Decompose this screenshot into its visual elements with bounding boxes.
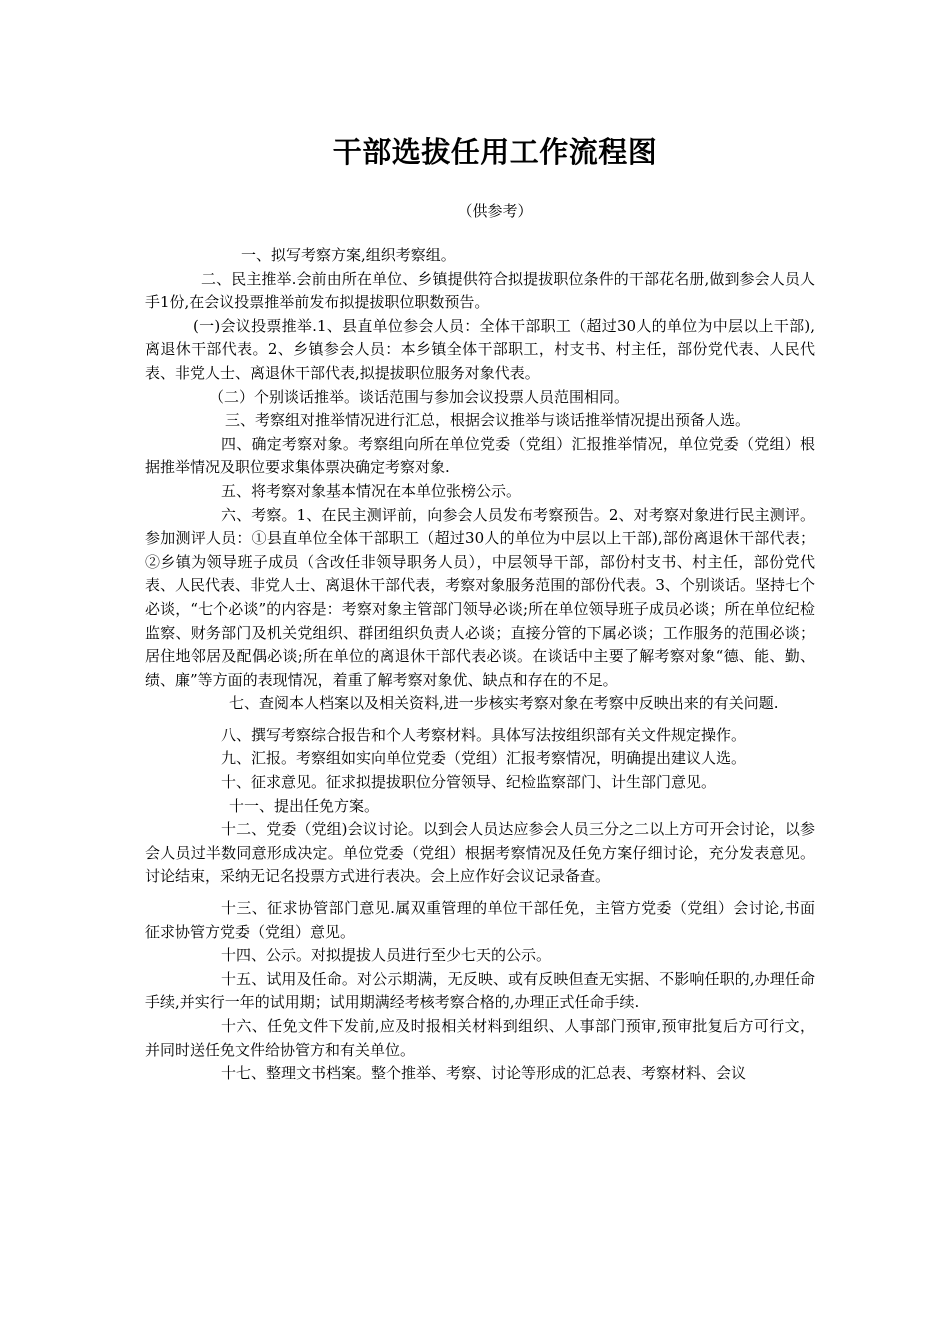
paragraph-9: 七、查阅本人档案以及相关资料,进一步核实考察对象在考察中反映出来的有关问题.	[229, 694, 779, 713]
paragraph-6: 四、确定考察对象。考察组向所在单位党委（党组）汇报推举情况，单位党委（党组）根据推举情况及职位要求集体票决确定考察对象.	[145, 434, 815, 477]
paragraph-10: 八、撰写考察综合报告和个人考察材料。具体写法按组织部有关文件规定操作。	[221, 725, 747, 744]
paragraph-11: 九、汇报。考察组如实向单位党委（党组）汇报考察情况，明确提出建议人选。	[221, 749, 747, 768]
document-body	[145, 244, 815, 1086]
paragraph-16: 十四、公示。对拟提拔人员进行至少七天的公示。	[221, 946, 552, 965]
document-title: 干部选拔任用工作流程图	[332, 135, 658, 169]
paragraph-4: （二）个别谈话推举。谈话范围与参加会议投票人员范围相同。	[209, 387, 630, 406]
paragraph-12: 十、征求意见。征求拟提拔职位分管领导、纪检监察部门、计生部门意见。	[221, 773, 717, 792]
paragraph-15: 十三、征求协管部门意见.属双重管理的单位干部任免，主管方党委（党组）会讨论,书面征求协管方党委（党组）意见。	[145, 899, 815, 941]
paragraph-8: 六、考察。1、在民主测评前，向参会人员发布考察预告。2、对考察对象进行民主测评。参加测评人员：①县直单位全体干部职工（超过30人的单位为中层以上干部),部份离退休干部代表；②乡镇为领导班子成员（含改任非领导职务人员），中层领导干部，部份村支书、村主任，部份党代表、人民代表、非党人士、离退休干部代表，考察对象服务范围的部份代表。3、个别谈话。坚持七个必谈，“七个必谈”的内容是：考察对象主管部门领导必谈;所在单位领导班子成员必谈；所在单位纪检监察、财务部门及机关党组织、群团组织负责人必谈；直接分管的下属必谈；工作服务的范围必谈；居住地邻居及配偶必谈;所在单位的离退休干部代表必谈。在谈话中主要了解考察对象“德、能、勤、绩、廉”等方面的表现情况，着重了解考察对象优、缺点和存在的不足。	[145, 505, 815, 689]
paragraph-7: 五、将考察对象基本情况在本单位张榜公示。	[221, 481, 522, 500]
paragraph-2: 二、民主推举.会前由所在单位、乡镇提供符合拟提拔职位条件的干部花名册,做到参会人员人手1份,在会议投票推举前发布拟提拔职位职数预告。	[145, 269, 815, 312]
paragraph-5: 三、考察组对推举情况进行汇总，根据会议推举与谈话推举情况提出预备人选。	[225, 411, 751, 430]
paragraph-17: 十五、试用及任命。对公示期满，无反映、或有反映但查无实据、不影响任职的,办理任命手续,并实行一年的试用期；试用期满经考核考察合格的,办理正式任命手续.	[145, 969, 815, 1012]
paragraph-3: (一)会议投票推举.1、县直单位参会人员：全体干部职工（超过30人的单位为中层以上干部),离退休干部代表。2、乡镇参会人员：本乡镇全体干部职工，村支书、村主任，部份党代表、人民代表、非党人士、离退休干部代表,拟提拔职位服务对象代表。	[145, 316, 815, 382]
paragraph-13: 十一、提出任免方案。	[229, 796, 380, 815]
paragraph-19: 十七、整理文书档案。整个推举、考察、讨论等形成的汇总表、考察材料、会议	[221, 1064, 747, 1083]
paragraph-1: 一、拟写考察方案,组织考察组。	[241, 246, 456, 264]
document-subtitle: （供参考）	[457, 202, 533, 220]
paragraph-14: 十二、党委（党组)会议讨论。以到会人员达应参会人员三分之二以上方可开会讨论，以参会人员过半数同意形成决定。单位党委（党组）根据考察情况及任免方案仔细讨论，充分发表意见。讨论结束，采纳无记名投票方式进行表决。会上应作好会议记录备查。	[145, 820, 815, 886]
paragraph-18: 十六、任免文件下发前,应及时报相关材料到组织、人事部门预审,预审批复后方可行文，并同时送任免文件给协管方和有关单位。	[145, 1017, 815, 1059]
